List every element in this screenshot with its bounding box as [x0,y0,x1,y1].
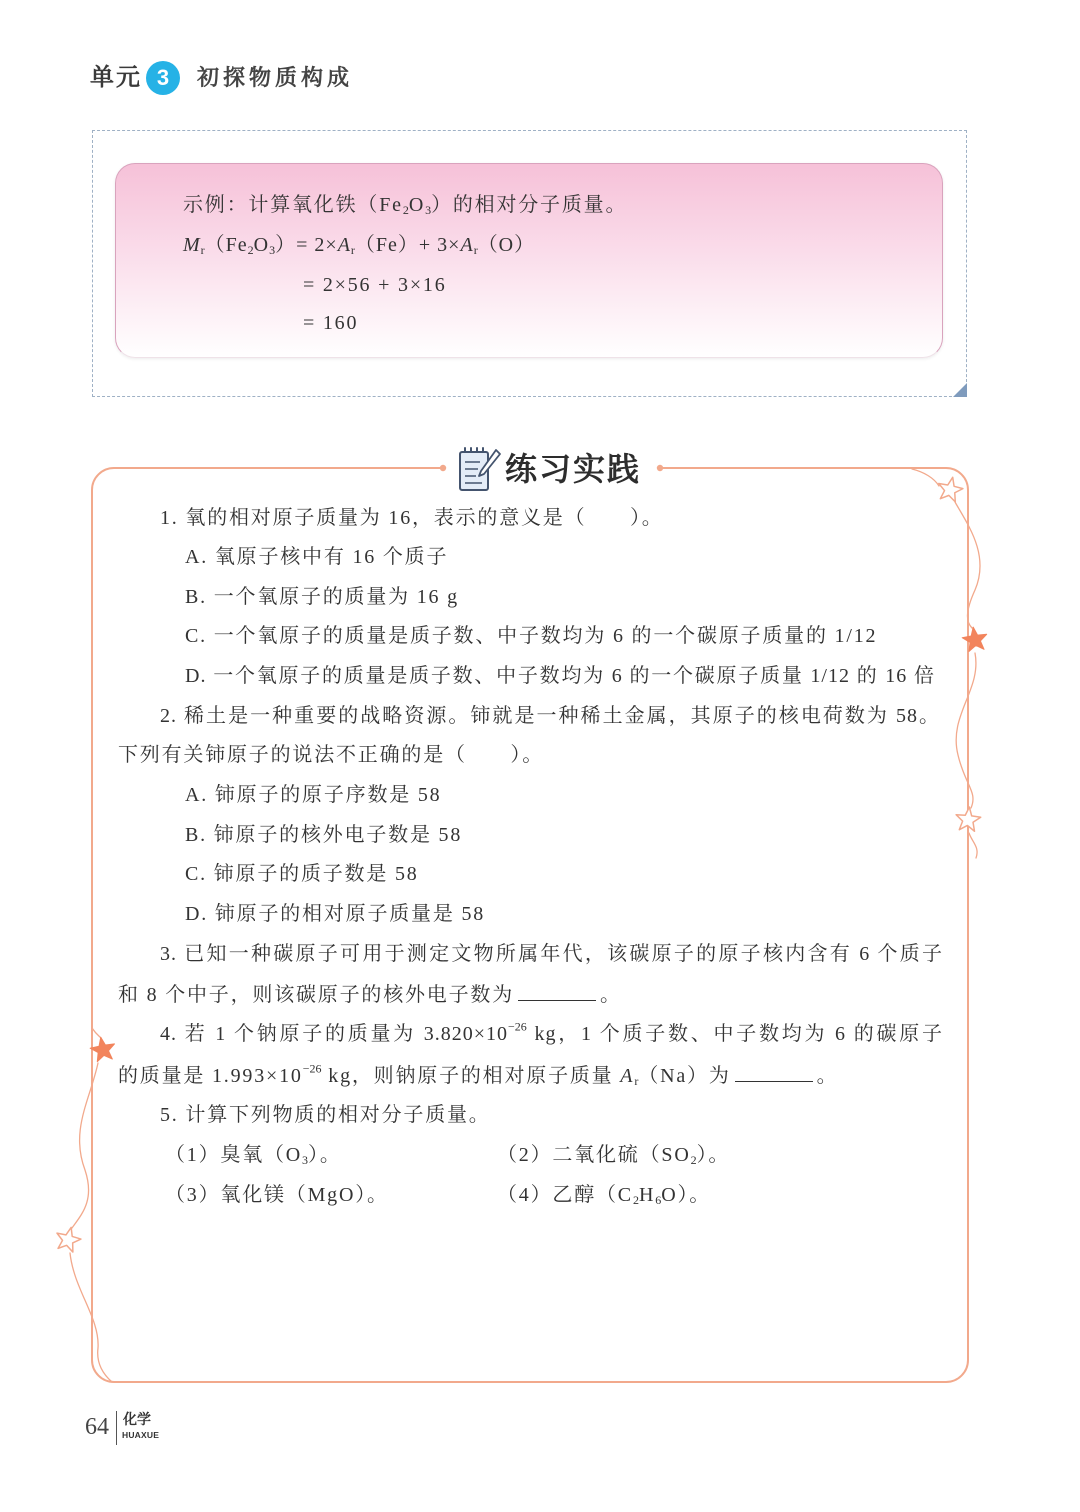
example-step: = 2×56 + 3×16 [303,274,447,296]
question-5-item-4 [497,1183,711,1207]
subject-pinyin: HUAXUE [122,1430,160,1440]
notebook-pencil-icon [456,444,502,494]
text-segment: 。 [816,1065,839,1087]
question-4-line-1 [160,1019,944,1046]
question-5-item-1 [165,1143,342,1167]
italic-symbol: M [183,234,201,256]
question-5-item-2 [497,1143,730,1167]
unit-title: 初探物质构成 [197,65,354,90]
superscript: −26 [508,1019,527,1034]
unit-label: 单元 [90,64,142,91]
question-2-option-c: C. 铈原子的质子数是 58 [185,863,419,885]
text-segment: ）的相对分子质量。 [431,194,628,216]
question-5-item-3 [165,1183,389,1207]
subscript: r [200,243,205,257]
text-segment: ）。 [696,1144,731,1166]
text-segment: H [638,1184,656,1206]
text-segment: （2）二氧化硫（SO [497,1144,691,1166]
page-number: 64 [85,1414,109,1440]
question-1-option-a: A. 氧原子核中有 16 个质子 [185,546,449,568]
subscript: 3 [269,243,276,257]
text-segment: O [408,194,426,216]
star-icon [961,625,989,652]
subscript: r [634,1074,639,1088]
subscript: 6 [655,1193,662,1207]
text-segment: （Fe）+ 3× [354,234,461,256]
italic-symbol: A [337,234,351,256]
question-2-option-b: B. 铈原子的核外电子数是 58 [185,824,463,846]
subscript: 3 [302,1153,309,1167]
question-3-line-2 [118,982,622,1007]
subscript: r [350,243,355,257]
text-segment: ）。 [308,1144,342,1166]
subscript: 2 [690,1153,697,1167]
example-intro [183,193,627,217]
text-segment: kg，1 个质子数、中子数均为 6 的碳原子 [526,1023,944,1045]
text-segment: （3）氧化镁（MgO）。 [165,1184,389,1206]
text-segment: 和 8 个中子，则该碳原子的核外电子数为 [118,984,514,1006]
text-segment: 的质量是 1.993×10 [118,1065,303,1087]
text-segment: 。 [600,984,622,1006]
question-2-option-d: D. 铈原子的相对原子质量是 58 [185,903,486,925]
star-icon [89,1035,117,1062]
italic-symbol: A [460,234,474,256]
question-4-line-2 [118,1063,838,1088]
question-2-option-a: A. 铈原子的原子序数是 58 [185,784,442,806]
text-segment: 4. 若 1 个钠原子的质量为 3.820×10 [160,1023,509,1045]
footer-divider [116,1411,117,1445]
answer-blank [735,1063,813,1082]
subscript: r [473,243,478,257]
text-segment: （4）乙醇（C [497,1184,633,1206]
question-1-option-c: C. 一个氧原子的质量是质子数、中子数均为 6 的一个碳原子质量的 1/12 [185,625,878,647]
question-3-line-1: 3. 已知一种碳原子可用于测定文物所属年代，该碳原子的原子核内含有 6 个质子 [160,943,943,965]
text-segment: （Fe [204,234,248,256]
unit-number-badge: 3 [146,61,180,95]
answer-blank [518,982,596,1001]
italic-symbol: A [620,1065,635,1087]
text-segment: kg，则钠原子的相对原子质量 [321,1065,621,1087]
question-1-stem: 1. 氧的相对原子质量为 16，表示的意义是（ ）。 [160,507,664,529]
question-1-option-b: B. 一个氧原子的质量为 16 g [185,586,459,608]
star-icon [955,806,982,832]
text-segment: O）。 [661,1184,712,1206]
subscript: 2 [402,203,409,217]
subscript: 3 [425,203,432,217]
subscript: 2 [247,243,254,257]
text-segment: O [253,234,270,256]
example-formula [183,233,535,257]
left-vine-decoration [70,1028,112,1382]
text-segment: 示例：计算氧化铁（Fe [183,194,403,216]
example-result: = 160 [303,312,359,334]
section-title: 练习实践 [505,451,642,487]
question-2-stem-line-2: 下列有关铈原子的说法不正确的是（ ）。 [118,744,544,766]
text-segment: ）= 2× [275,234,338,256]
star-icon [53,1224,83,1253]
subscript: 2 [632,1193,639,1207]
frame-left-dot [440,465,446,471]
text-segment: （O） [477,234,536,256]
text-segment: （1）臭氧（O [165,1144,303,1166]
question-1-option-d: D. 一个氧原子的质量是质子数、中子数均为 6 的一个碳原子质量 1/12 的 16 倍 [185,665,935,687]
question-2-stem-line-1: 2. 稀土是一种重要的战略资源。铈就是一种稀土金属，其原子的核电荷数为 58。 [160,705,940,727]
question-5-stem: 5. 计算下列物质的相对分子质量。 [160,1104,491,1126]
subject-name: 化学 [123,1411,151,1427]
frame-right-dot [657,465,663,471]
star-icon [936,475,965,503]
superscript: −26 [302,1061,322,1076]
text-segment: （Na）为 [638,1065,731,1087]
